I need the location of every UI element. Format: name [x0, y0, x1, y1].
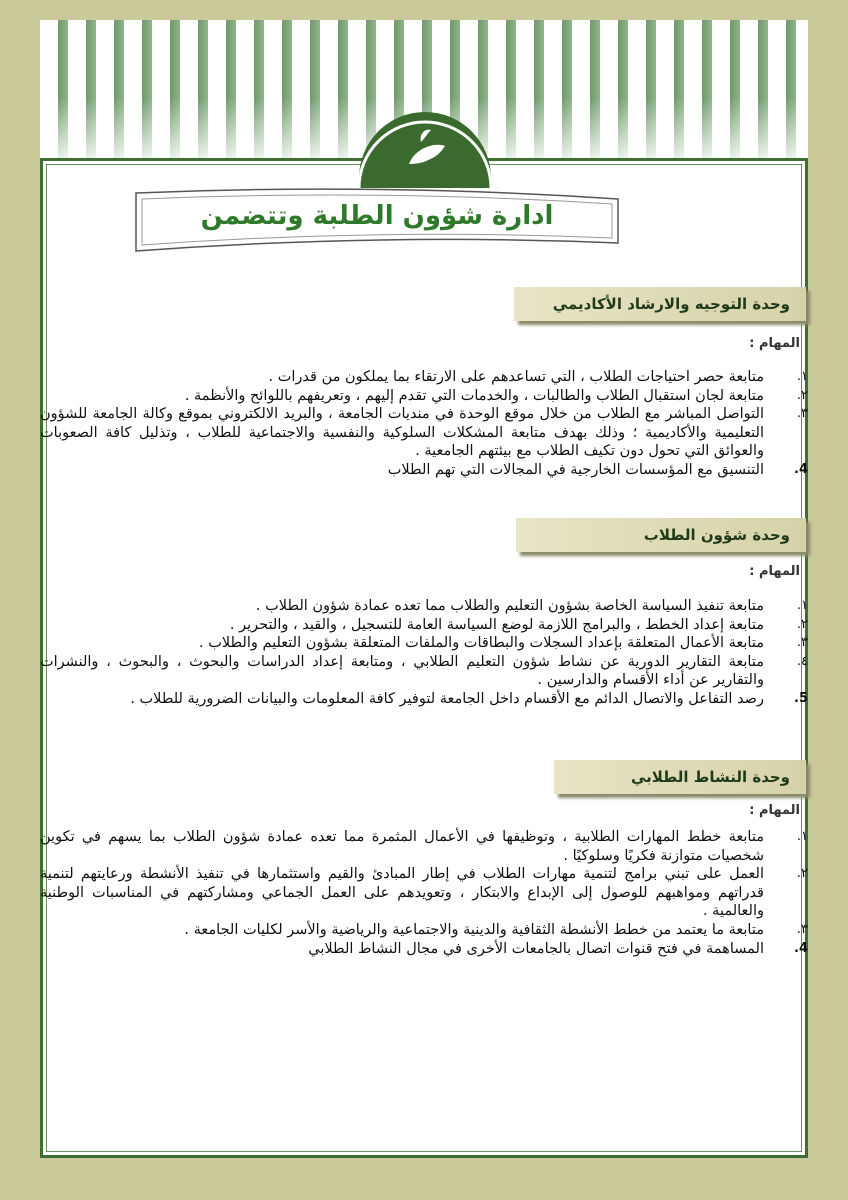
tasks-label: المهام :	[749, 803, 800, 818]
item-number: 4.	[794, 461, 808, 477]
list-item	[40, 405, 808, 461]
item-number: ٢.	[796, 866, 808, 882]
item-text: التنسيق مع المؤسسات الخارجية في المجالات التي تهم الطلاب	[387, 461, 764, 478]
item-number: ٣.	[796, 921, 808, 937]
item-text: متابعة الأعمال المتعلقة بإعداد السجلات والبطاقات والملفات المتعلقة بشؤون التعليم والطلاب .	[199, 635, 764, 652]
list-item	[40, 940, 808, 959]
item-text: متابعة حصر احتياجات الطلاب ، التي تساعدهم على الارتقاء بما يملكون من قدرات .	[268, 369, 764, 385]
task-list-academic-guidance	[40, 368, 808, 480]
tasks-label: المهام :	[749, 564, 800, 579]
list-item	[40, 865, 808, 921]
list-item	[40, 634, 808, 653]
title-banner	[130, 185, 624, 257]
list-item	[40, 828, 808, 865]
item-number: ١.	[796, 598, 808, 613]
list-item	[40, 616, 808, 635]
item-text: العمل على تبني برامج لتنمية مهارات الطلاب في إطار المبادئ والقيم واستثمارها في تنفيذ الأنشطة ورعايتهم لتنمية قدراتهم ومواهبهم للوصول إلى الإبداع والابتكار ، وتعويدهم على العمل الجماعي ومشاركتهم في المناسبات الوطنية والعالمية .	[40, 866, 764, 920]
item-text: متابعة التقارير الدورية عن نشاط شؤون التعليم الطلابي ، ومتابعة إعداد الدراسات والبحوث ، والبحوث ، والنشرات والتقارير عن أداء الأقسام والدارسين .	[40, 653, 764, 689]
item-number: ١.	[796, 369, 808, 384]
item-text: المساهمة في فتح قنوات اتصال بالجامعات الأخرى في مجال النشاط الطلابي	[308, 940, 764, 957]
section-heading-academic-guidance: وحدة التوجيه والارشاد الأكاديمي	[514, 287, 806, 321]
item-text: متابعة تنفيذ السياسة الخاصة بشؤون التعليم والطلاب مما تعده عمادة شؤون الطلاب .	[255, 598, 764, 614]
list-item	[40, 653, 808, 690]
list-item	[40, 461, 808, 480]
list-item	[40, 690, 808, 709]
item-text: متابعة خطط المهارات الطلابية ، وتوظيفها في الأعمال المثمرة مما تعده عمادة شؤون الطلاب بما يسهم في تكوين شخصيات متوازنة فكريًا وسلوكيًا .	[40, 829, 764, 864]
task-list-student-activity	[40, 828, 808, 958]
list-item	[40, 368, 808, 387]
list-item	[40, 597, 808, 616]
page-title: ادارة شؤون الطلبة وتتضمن	[200, 201, 554, 231]
list-item	[40, 387, 808, 406]
item-number: ١.	[796, 829, 808, 844]
item-number: 4.	[794, 940, 808, 956]
section-heading-student-activity: وحدة النشاط الطلابي	[554, 760, 806, 794]
item-number: ٢.	[796, 387, 808, 403]
item-number: ٢.	[796, 616, 808, 632]
item-text: رصد التفاعل والاتصال الدائم مع الأقسام داخل الجامعة لتوفير كافة المعلومات والبيانات الضرورية للطلاب .	[130, 690, 764, 707]
item-number: 5.	[794, 690, 808, 706]
item-text: متابعة لجان استقبال الطلاب والطالبات ، والخدمات التي تقدم إليهم ، وتعريفهم باللوائح والأنظمة .	[184, 387, 764, 404]
tasks-label: المهام :	[749, 336, 800, 351]
item-text: التواصل المباشر مع الطلاب من خلال موقع الوحدة في منديات الجامعة ، والبريد الالكتروني بموقع وكالة الجامعة للشؤون التعليمية والأكاديمية ؛ وذلك بهدف متابعة المشكلات السلوكية والنفسية والاجتماعية للطلاب ، وتذليل كافة الصعوبات والعوائق التي تحول دون تكيف الطلاب مع بيئتهم الجامعية .	[40, 406, 764, 460]
task-list-student-affairs	[40, 597, 808, 709]
item-number: ٣.	[796, 635, 808, 651]
item-text: متابعة ما يعتمد من خطط الأنشطة الثقافية والدينية والاجتماعية والرياضية والأسر لكليات الجامعة .	[184, 921, 764, 938]
section-heading-student-affairs: وحدة شؤون الطلاب	[516, 518, 806, 552]
item-text: متابعة إعداد الخطط ، والبرامج اللازمة لوضع السياسة العامة للتسجيل ، والقيد ، والتحرير .	[229, 616, 764, 633]
item-number: ٤.	[796, 653, 808, 669]
list-item	[40, 921, 808, 940]
item-number: ٣.	[796, 406, 808, 422]
